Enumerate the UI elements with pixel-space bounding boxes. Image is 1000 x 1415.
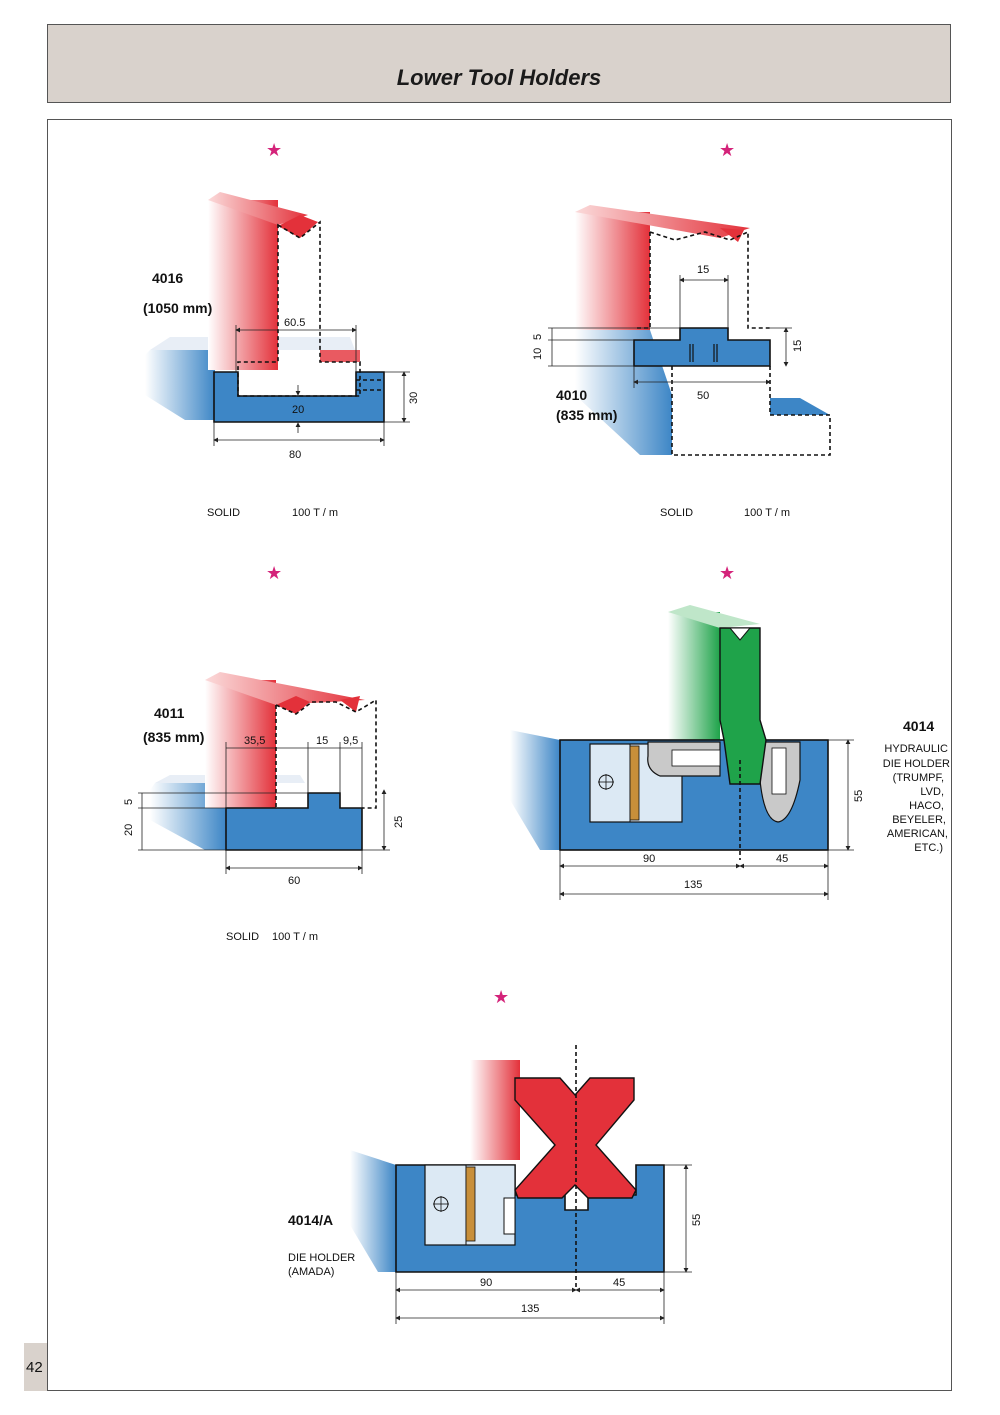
tool-4014 bbox=[510, 563, 950, 900]
code-label: 4016 bbox=[152, 270, 184, 286]
star-icon: ★ bbox=[719, 140, 736, 160]
desc-line: (AMADA) bbox=[288, 1266, 335, 1278]
type-label: SOLID bbox=[660, 507, 694, 519]
dim-step-mid: 10 bbox=[532, 347, 544, 360]
dim-step: 5 bbox=[123, 798, 135, 805]
desc-line: DIE HOLDER bbox=[882, 758, 950, 770]
dim-total: 135 bbox=[684, 879, 703, 891]
page-number: 42 bbox=[26, 1359, 43, 1376]
length-label: (1050 mm) bbox=[143, 300, 213, 316]
length-label: (835 mm) bbox=[556, 407, 618, 423]
dim-left: 90 bbox=[480, 1277, 493, 1289]
punch-shading bbox=[668, 612, 720, 740]
dim-tongue: 15 bbox=[697, 264, 710, 276]
capacity-label: 100 T / m bbox=[744, 507, 791, 519]
desc-line: LVD, bbox=[920, 786, 944, 798]
type-label: SOLID bbox=[226, 931, 260, 943]
dim-width: 60 bbox=[288, 875, 301, 887]
dim-width: 50 bbox=[697, 390, 710, 402]
dim-step-top: 5 bbox=[532, 333, 544, 340]
dim-inner: 20 bbox=[292, 404, 305, 416]
desc-line: AMERICAN, bbox=[886, 828, 948, 840]
punch-shading bbox=[208, 200, 278, 370]
beam-shading bbox=[145, 350, 215, 420]
dim-left: 90 bbox=[643, 853, 656, 865]
capacity-label: 100 T / m bbox=[272, 931, 319, 943]
beam-shading bbox=[350, 1150, 396, 1272]
star-icon: ★ bbox=[266, 140, 283, 160]
dim-right: 9,5 bbox=[343, 735, 359, 747]
dim-tongue: 15 bbox=[316, 735, 329, 747]
dim-height: 55 bbox=[691, 1213, 703, 1226]
dim-height: 55 bbox=[853, 789, 865, 802]
beam-step bbox=[770, 398, 830, 415]
code-label: 4010 bbox=[556, 387, 588, 403]
star-icon: ★ bbox=[719, 563, 736, 583]
desc-line: ETC.) bbox=[914, 842, 943, 854]
tool-4016 bbox=[143, 140, 420, 519]
capacity-label: 100 T / m bbox=[292, 507, 339, 519]
holder-body bbox=[634, 328, 770, 366]
punch-shading bbox=[575, 212, 650, 330]
page-title: Lower Tool Holders bbox=[396, 65, 602, 90]
tool-outline bbox=[276, 700, 376, 808]
beam-shading bbox=[510, 730, 560, 850]
tool-4014a bbox=[288, 987, 703, 1324]
star-icon: ★ bbox=[266, 563, 283, 583]
dim-base: 20 bbox=[123, 823, 135, 836]
dim-right: 45 bbox=[776, 853, 789, 865]
dim-height: 30 bbox=[408, 391, 420, 404]
desc-line: BEYELER, bbox=[892, 814, 946, 826]
description bbox=[883, 743, 950, 854]
dim-slot: 60.5 bbox=[284, 317, 306, 329]
dim-height: 15 bbox=[792, 339, 804, 352]
star-icon: ★ bbox=[493, 987, 510, 1007]
cylinder-bolt bbox=[772, 748, 786, 794]
clamp-pin bbox=[504, 1198, 515, 1234]
code-label: 4014/A bbox=[288, 1212, 334, 1228]
length-label: (835 mm) bbox=[143, 729, 205, 745]
code-label: 4014 bbox=[903, 718, 935, 734]
type-label: SOLID bbox=[207, 507, 241, 519]
dim-height: 25 bbox=[393, 815, 405, 828]
code-label: 4011 bbox=[154, 705, 185, 721]
dim-right: 45 bbox=[613, 1277, 626, 1289]
green-die bbox=[720, 628, 766, 784]
desc-line: HACO, bbox=[909, 800, 944, 812]
dim-left: 35,5 bbox=[244, 735, 266, 747]
punch-step bbox=[320, 350, 360, 362]
dim-width: 80 bbox=[289, 449, 302, 461]
punch-shading bbox=[470, 1060, 520, 1160]
dim-total: 135 bbox=[521, 1303, 540, 1315]
tool-4010 bbox=[532, 140, 830, 519]
tool-4011 bbox=[123, 563, 405, 943]
clamp-plate bbox=[630, 746, 639, 820]
desc-line: (TRUMPF, bbox=[892, 772, 944, 784]
desc-line: HYDRAULIC bbox=[884, 743, 948, 755]
piston-rod bbox=[672, 750, 720, 766]
desc-line: DIE HOLDER bbox=[288, 1252, 356, 1264]
clamp-plate bbox=[466, 1167, 475, 1241]
